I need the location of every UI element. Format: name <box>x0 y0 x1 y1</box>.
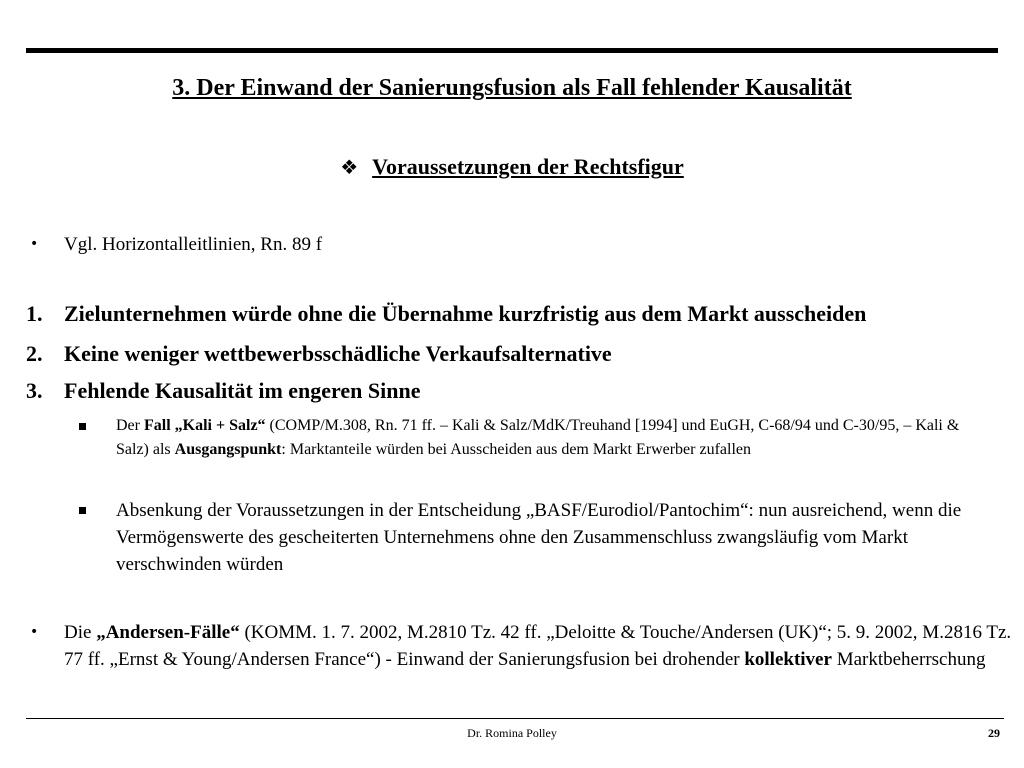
list-text: Keine weniger wettbewerbsschädliche Verkaufsalternative <box>64 341 612 366</box>
text-run: Der <box>116 417 144 434</box>
sub-item-text: Absenkung der Voraussetzungen in der Entscheidung „BASF/Eurodiol/Pantochim“: nun ausreichend, wenn die Vermögenswerte des gescheiterten Unternehmens ohne den Zusammenschluss zwangsläufig vom Markt verschwinden würden <box>116 500 962 575</box>
andersen-text <box>64 619 1014 673</box>
sub-item-text <box>116 414 996 462</box>
top-divider <box>26 48 998 53</box>
page-number: 29 <box>988 726 1000 740</box>
text-run: Die <box>64 622 97 643</box>
text-run: Marktbeherrschung <box>831 649 986 670</box>
bullet-icon: • <box>30 236 39 252</box>
footer-author: Dr. Romina Polley <box>467 726 557 740</box>
square-bullet-icon <box>79 423 86 430</box>
reference-text: Vgl. Horizontalleitlinien, Rn. 89 f <box>64 234 323 255</box>
slide-subtitle <box>0 152 1024 182</box>
subtitle-text: Voraussetzungen der Rechtsfigur <box>372 154 684 179</box>
list-text: Zielunternehmen würde ohne die Übernahme kurzfristig aus dem Markt ausscheiden <box>64 301 867 326</box>
list-number: 1. <box>26 301 43 326</box>
bold-run: kollektiver <box>744 649 832 670</box>
bottom-divider <box>26 718 1004 719</box>
slide-title: 3. Der Einwand der Sanierungsfusion als Fall fehlender Kausalität <box>172 75 852 101</box>
square-bullet-icon <box>79 507 86 514</box>
diamond-bullet-icon: ❖ <box>340 155 359 179</box>
text-run: : Marktanteile würden bei Ausscheiden aus dem Markt Erwerber zufallen <box>281 441 751 458</box>
bold-run: Fall „Kali + Salz“ <box>143 417 266 434</box>
text-run: (COMP/M.308, Rn. 71 ff. – Kali & Salz/MdK/Treuhand [1994] und EuGH, C-68/94 und C-30/95, – Kali & Salz) als <box>116 417 960 458</box>
list-number: 2. <box>26 341 43 366</box>
list-text: Fehlende Kausalität im engeren Sinne <box>64 378 421 403</box>
bullet-icon: • <box>30 624 39 640</box>
bold-run: „Andersen-Fälle“ <box>96 622 240 643</box>
list-number: 3. <box>26 378 43 403</box>
bold-run: Ausgangspunkt <box>174 441 282 458</box>
text-run: (KOMM. 1. 7. 2002, M.2810 Tz. 42 ff. „Deloitte & Touche/Andersen (UK)“; 5. 9. 2002, M.2816 Tz. 77 ff. „Ernst & Young/Andersen France“) - Einwand der Sanierungsfusion bei drohender <box>64 622 1012 670</box>
